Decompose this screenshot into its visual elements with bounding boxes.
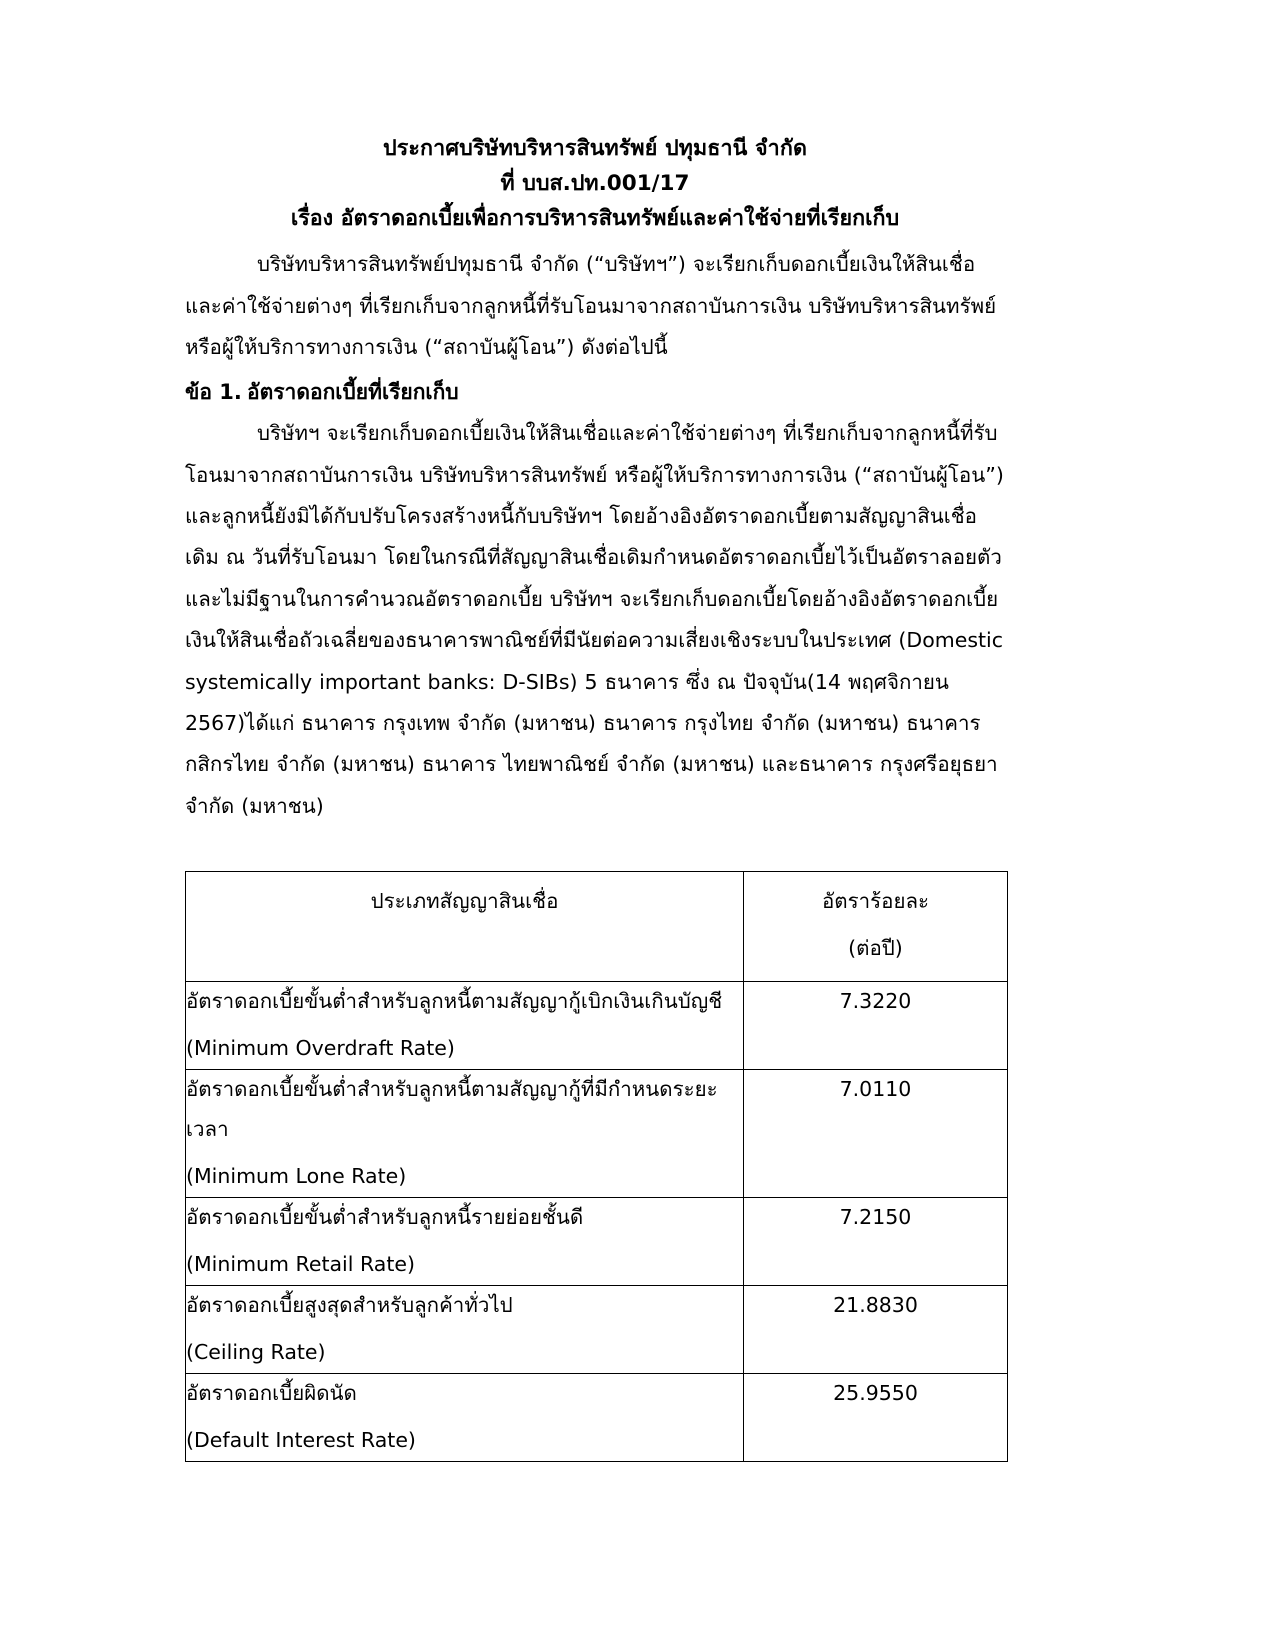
cell-loan-type-english: (Ceiling Rate) [186,1339,326,1364]
column-header-rate-label: อัตราร้อยละ [821,889,930,914]
clause-title: อัตราดอกเบี้ยที่เรียกเก็บ [247,379,459,404]
clause-heading [185,371,1005,413]
cell-rate-value: 7.3220 [839,989,912,1014]
rate-table-container [185,871,1005,1462]
table-header-row [186,872,1008,982]
column-header-loan-type [186,872,744,982]
interest-rate-table [185,871,1008,1462]
cell-loan-type-english: (Minimum Overdraft Rate) [186,1036,455,1061]
cell-loan-type [186,1197,744,1285]
table-row [186,1070,1008,1198]
cell-loan-type-english: (Minimum Retail Rate) [186,1251,415,1276]
table-row [186,1285,1008,1373]
cell-loan-type-thai: อัตราดอกเบี้ยขั้นต่ำสำหรับลูกหนี้ตามสัญญากู้เบิกเงินเกินบัญชี [186,989,723,1014]
cell-rate [744,1373,1008,1461]
table-row [186,982,1008,1070]
cell-rate-value: 21.8830 [833,1292,918,1317]
cell-loan-type [186,1373,744,1461]
column-header-loan-type-label: ประเภทสัญญาสินเชื่อ [370,889,559,914]
document-subject: เรื่อง อัตราดอกเบี้ยเพื่อการบริหารสินทรัพย์และค่าใช้จ่ายที่เรียกเก็บ [290,205,900,231]
cell-loan-type-thai: อัตราดอกเบี้ยผิดนัด [186,1380,357,1405]
cell-loan-type-english: (Default Interest Rate) [186,1427,416,1452]
cell-rate-value: 7.0110 [839,1077,912,1102]
column-header-rate-unit: (ต่อปี) [848,936,903,961]
cell-loan-type [186,982,744,1070]
cell-loan-type [186,1070,744,1198]
clause-paragraph [185,413,1005,827]
cell-rate [744,1285,1008,1373]
document-content [185,132,1005,1462]
cell-rate [744,1070,1008,1198]
document-reference-number: ที่ บบส.ปท.001/17 [500,170,690,196]
cell-rate [744,982,1008,1070]
cell-rate [744,1197,1008,1285]
cell-loan-type-thai: อัตราดอกเบี้ยขั้นต่ำสำหรับลูกหนี้ตามสัญญากู้ที่มีกำหนดระยะเวลา [186,1077,718,1142]
cell-loan-type [186,1285,744,1373]
cell-rate-value: 7.2150 [839,1204,912,1229]
table-row [186,1197,1008,1285]
cell-rate-value: 25.9550 [833,1380,918,1405]
cell-loan-type-thai: อัตราดอกเบี้ยสูงสุดสำหรับลูกค้าทั่วไป [186,1292,513,1317]
intro-paragraph-text: บริษัทบริหารสินทรัพย์ปทุมธานี จำกัด (“บริษัทฯ”) จะเรียกเก็บดอกเบี้ยเงินให้สินเชื่อและค่าใช้จ่ายต่างๆ ที่เรียกเก็บจากลูกหนี้ที่รับโอนมาจากสถาบันการเงิน บริษัทบริหารสินทรัพย์ หรือผู้ให้บริการทางการเงิน (“สถาบันผู้โอน”) ดังต่อไปนี้ [185,252,997,360]
cell-loan-type-thai: อัตราดอกเบี้ยขั้นต่ำสำหรับลูกหนี้รายย่อยชั้นดี [186,1204,584,1229]
intro-paragraph [185,244,1005,368]
column-header-rate [744,872,1008,982]
table-row [186,1373,1008,1461]
clause-number: ข้อ 1. [185,379,242,404]
clause-paragraph-text: บริษัทฯ จะเรียกเก็บดอกเบี้ยเงินให้สินเชื่อและค่าใช้จ่ายต่างๆ ที่เรียกเก็บจากลูกหนี้ที่รับโอนมาจากสถาบันการเงิน บริษัทบริหารสินทรัพย์ หรือผู้ให้บริการทางการเงิน (“สถาบันผู้โอน”) และลูกหนี้ยังมิได้กับปรับโครงสร้างหนี้กับบริษัทฯ โดยอ้างอิงอัตราดอกเบี้ยตามสัญญาสินเชื่อเดิม ณ วันที่รับโอนมา โดยในกรณีที่สัญญาสินเชื่อเดิมกำหนดอัตราดอกเบี้ยไว้เป็นอัตราลอยตัวและไม่มีฐานในการคำนวณอัตราดอกเบี้ย บริษัทฯ จะเรียกเก็บดอกเบี้ยโดยอ้างอิงอัตราดอกเบี้ยเงินให้สินเชื่อถัวเฉลี่ยของธนาคารพาณิชย์ที่มีนัยต่อความเสี่ยงเชิงระบบในประเทศ (Domestic systemically important banks: D-SIBs) 5 ธนาคาร ซึ่ง ณ ปัจจุบัน(14 พฤศจิกายน 2567)ได้แก่ ธนาคาร กรุงเทพ จำกัด (มหาชน) ธนาคาร กรุงไทย จำกัด (มหาชน) ธนาคาร กสิกรไทย จำกัด (มหาชน) ธนาคาร ไทยพาณิชย์ จำกัด (มหาชน) และธนาคาร กรุงศรีอยุธยา จำกัด (มหาชน) [185,421,1004,818]
table-body [186,982,1008,1462]
page-title: ประกาศบริษัทบริหารสินทรัพย์ ปทุมธานี จำกัด [382,136,808,161]
cell-loan-type-english: (Minimum Lone Rate) [186,1163,407,1188]
table-header [186,872,1008,982]
